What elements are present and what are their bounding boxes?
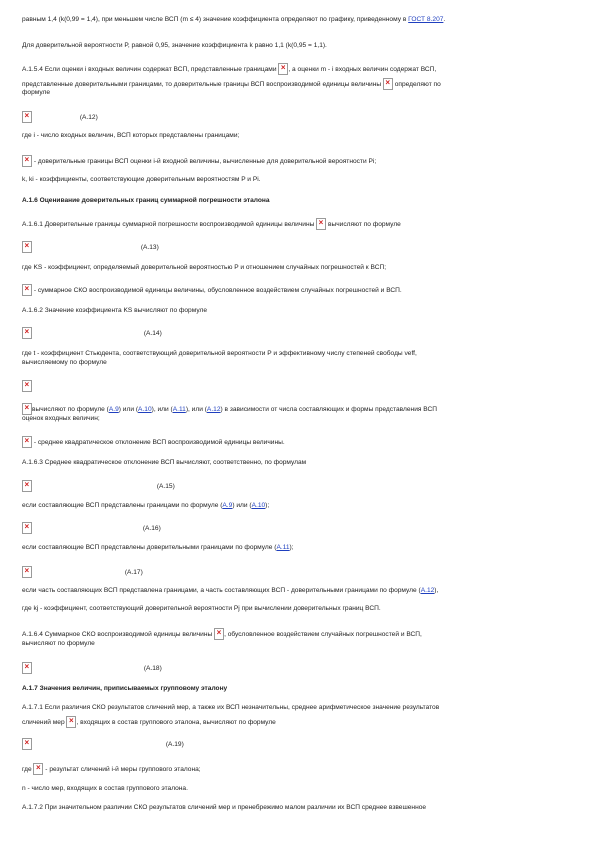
equation-number: (А.18): [143, 664, 162, 672]
text-line: если часть составляющих ВСП представлена границами, а часть составляющих ВСП - доверительными границами по формуле (А.12),: [22, 587, 439, 594]
text-line: А.1.6.1 Доверительные границы суммарной погрешности воспроизводимой единицы величины × вычисляют по формуле: [22, 218, 401, 230]
formula-row: [22, 738, 184, 750]
formula-row: [22, 380, 32, 392]
formula-image-icon: [22, 436, 32, 448]
text-line: Для доверительной вероятности P, равной 0,95, значение коэффициента k равно 1,1 (k(0,95 = 1,1).: [22, 42, 327, 49]
formula-image-icon: [22, 566, 32, 578]
equation-number: (А.19): [165, 740, 184, 748]
formula-image-icon: [22, 327, 32, 339]
text-line: формуле: [22, 89, 51, 96]
ref-link-a10[interactable]: А.10: [251, 502, 266, 509]
equation-number: (А.14): [143, 329, 162, 337]
formula-image-icon: [22, 662, 32, 674]
equation-number: (А.17): [124, 568, 143, 576]
formula-image-icon: [22, 284, 32, 296]
equation-number: (А.16): [142, 524, 161, 532]
formula-image-icon: [22, 241, 32, 253]
ref-link-a9[interactable]: А.9: [108, 405, 119, 413]
formula-row: [22, 327, 162, 339]
text-line: × - доверительные границы ВСП оценки i-й входной величины, вычисленные для доверительной вероятности Pi;: [22, 155, 376, 167]
text-line: где i - число входных величин, ВСП которых представлены границами;: [22, 132, 240, 139]
formula-row: [22, 522, 161, 534]
ref-link-a9[interactable]: А.9: [222, 502, 233, 509]
formula-row: [22, 241, 159, 253]
text-line: сличений мер ×, входящих в состав группового эталона, вычисляют по формуле: [22, 716, 276, 728]
formula-image-icon: [22, 738, 32, 750]
formula-image-icon: [383, 78, 393, 90]
formula-row: [22, 480, 175, 492]
formula-image-icon: [22, 380, 32, 392]
formula-image-icon: [22, 522, 32, 534]
ref-link-a11[interactable]: А.11: [172, 405, 186, 413]
equation-number: (А.12): [79, 113, 98, 121]
text-line: ×вычисляют по формуле (А.9) или (А.10), или (А.11), или (А.12) в зависимости от числа составляющих и формы представления ВСП: [22, 403, 437, 415]
gost-link[interactable]: ГОСТ 8.207: [408, 16, 444, 23]
text-line: если составляющие ВСП представлены границами по формуле (А.9) или (А.10);: [22, 502, 270, 509]
text-line: где t - коэффициент Стьюдента, соответствующий доверительной вероятности P и эффективному числу степеней свободы νeff,: [22, 350, 417, 357]
ref-link-a10[interactable]: А.10: [138, 405, 152, 413]
formula-row: [22, 662, 162, 674]
formula-image-icon: [66, 716, 76, 728]
equation-number: (А.15): [156, 482, 175, 490]
text-line: × - среднее квадратическое отклонение ВСП воспроизводимой единицы величины.: [22, 436, 285, 448]
text-line: n - число мер, входящих в состав группового эталона.: [22, 785, 188, 792]
text-line: А.1.5.4 Если оценки i входных величин содержат ВСП, представленные границами ×, а оценки m - i входных величин содержат ВСП,: [22, 63, 436, 75]
formula-image-icon: [214, 628, 224, 640]
formula-image-icon: [22, 480, 32, 492]
text-line: вычисляют по формуле: [22, 640, 95, 647]
text-line: А.1.6.2 Значение коэффициента KS вычисляют по формуле: [22, 307, 207, 314]
formula-image-icon: [316, 218, 326, 230]
section-heading: А.1.6 Оценивание доверительных границ суммарной погрешности эталона: [22, 197, 270, 204]
text-line: × - суммарное СКО воспроизводимой единицы величины, обусловленное воздействием случайных погрешностей и ВСП.: [22, 284, 402, 296]
formula-image-icon: [278, 63, 288, 75]
equation-number: (А.13): [140, 243, 159, 251]
formula-image-icon: [33, 763, 43, 775]
text-line: А.1.7.1 Если различия СКО результатов сличений мер, а также их ВСП незначительны, среднее арифметическое значение результатов: [22, 704, 440, 711]
ref-link-a12[interactable]: А.12: [206, 405, 221, 413]
text-line: А.1.6.3 Среднее квадратическое отклонение ВСП вычисляют, соответственно, по формулам: [22, 459, 307, 466]
text-line: вычисляемому по формуле: [22, 359, 107, 366]
formula-row: [22, 111, 98, 123]
section-heading: А.1.7 Значения величин, приписываемых групповому эталону: [22, 685, 228, 692]
text-line: А.1.6.4 Суммарное СКО воспроизводимой единицы величины ×, обусловленное воздействием случайных погрешностей и ВСП,: [22, 628, 422, 640]
text-line: представленные доверительными границами, то доверительные границы ВСП воспроизводимой единицы величины × определяют по: [22, 78, 441, 90]
formula-image-icon: [22, 111, 32, 123]
ref-link-a12[interactable]: А.12: [420, 587, 435, 594]
text-line: равным 1,4 (k(0,99 = 1,4), при меньшем числе ВСП (m ≤ 4) значение коэффициента определяют по графику, приведенному в ГОСТ 8.207.: [22, 16, 446, 23]
text-line: если составляющие ВСП представлены доверительными границами по формуле (А.11);: [22, 544, 294, 551]
formula-row: [22, 566, 143, 578]
text-line: где × - результат сличений i-й меры группового эталона;: [22, 763, 201, 775]
text-line: оценок входных величин;: [22, 415, 100, 422]
text-line: где kj - коэффициент, соответствующий доверительной вероятности Pj при вычислении доверительных границ ВСП.: [22, 605, 381, 612]
text-line: А.1.7.2 При значительном различии СКО результатов сличений мер и пренебрежимо малом различии их ВСП среднее взвешенное: [22, 804, 427, 811]
text-line: где KS - коэффициент, определяемый доверительной вероятностью P и отношением случайных погрешностей к ВСП;: [22, 264, 387, 271]
formula-image-icon: [22, 155, 32, 167]
text-line: k, ki - коэффициенты, соответствующие доверительным вероятностям P и Pi.: [22, 176, 261, 183]
ref-link-a11[interactable]: А.11: [276, 544, 290, 551]
